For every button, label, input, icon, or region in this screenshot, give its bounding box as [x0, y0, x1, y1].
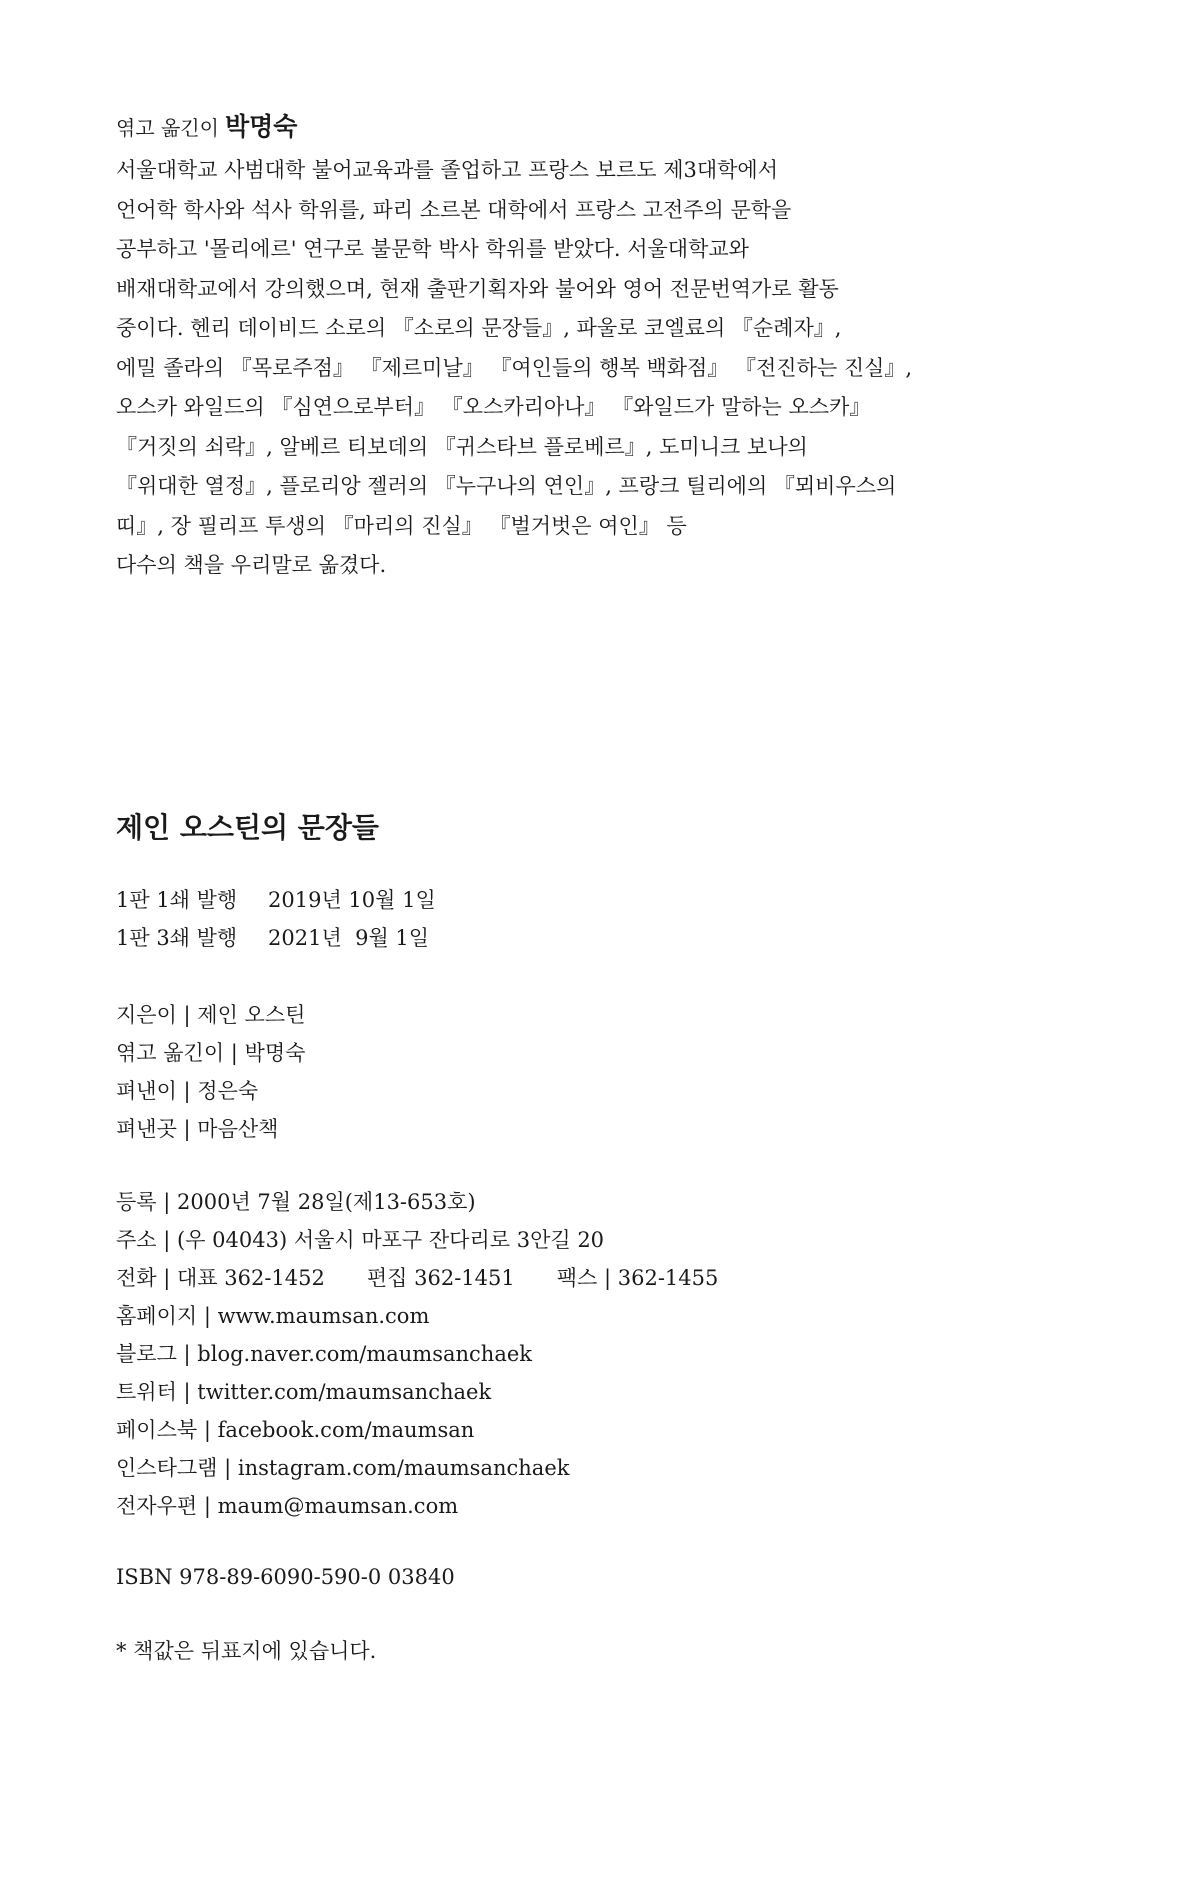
translator-heading [116, 112, 1076, 143]
isbn-info [116, 1558, 1016, 1596]
credit-publisher: 펴낸이 | 정은숙 [116, 1079, 259, 1103]
phone-line [116, 1259, 1016, 1297]
phone-editorial: 편집 362-1451 [366, 1266, 515, 1290]
translator-name: 박명숙 [224, 112, 298, 141]
translator-bio [116, 151, 1076, 586]
blog-line: 블로그 | blog.naver.com/maumsanchaek [116, 1342, 532, 1366]
facebook-line: 페이스북 | facebook.com/maumsan [116, 1418, 475, 1442]
edition-info [116, 881, 1016, 957]
bio-line: 배재대학교에서 강의했으며, 현재 출판기획자와 불어와 영어 전문번역가로 활동 [116, 276, 839, 301]
homepage-line: 홈페이지 | www.maumsan.com [116, 1304, 430, 1328]
price-note-line: * 책값은 뒤표지에 있습니다. [116, 1639, 377, 1663]
edition-line [116, 881, 1016, 919]
phone-main: 전화 | 대표 362-1452 [116, 1266, 325, 1290]
credit-author: 지은이 | 제인 오스틴 [116, 1003, 306, 1027]
translator-section [116, 112, 1076, 586]
edition-line [116, 919, 1016, 957]
translator-role: 엮고 옮긴이 [116, 116, 219, 140]
isbn-line: ISBN 978-89-6090-590-0 03840 [116, 1565, 455, 1589]
bio-line: 중이다. 헨리 데이비드 소로의 『소로의 문장들』, 파울로 코엘료의 『순례자』, [116, 316, 842, 340]
bio-line: 에밀 졸라의 『목로주점』 『제르미날』 『여인들의 행복 백화점』 『전진하는 진실』, [116, 355, 913, 380]
price-note [116, 1632, 1016, 1670]
edition-date: 2021년 9월 1일 [268, 926, 430, 950]
credit-translator: 엮고 옮긴이 | 박명숙 [116, 1041, 306, 1065]
phone-fax: 팩스 | 362-1455 [556, 1266, 719, 1290]
instagram-line: 인스타그램 | instagram.com/maumsanchaek [116, 1456, 570, 1480]
bio-line: 『위대한 열정』, 플로리앙 젤러의 『누구나의 연인』, 프랑크 틸리에의 『뫼비우스의 [116, 474, 897, 498]
publisher-contacts [116, 1183, 1016, 1525]
bio-line: 서울대학교 사범대학 불어교육과를 졸업하고 프랑스 보르도 제3대학에서 [116, 158, 778, 182]
bio-line: 언어학 학사와 석사 학위를, 파리 소르본 대학에서 프랑스 고전주의 문학을 [116, 197, 792, 222]
book-title: 제인 오스틴의 문장들 [116, 811, 379, 844]
credits-info [116, 996, 1016, 1148]
email-line: 전자우편 | maum@maumsan.com [116, 1494, 459, 1518]
twitter-line: 트위터 | twitter.com/maumsanchaek [116, 1380, 492, 1404]
bio-line: 공부하고 '몰리에르' 연구로 불문학 박사 학위를 받았다. 서울대학교와 [116, 237, 749, 261]
edition-label: 1판 1쇄 발행 [116, 888, 238, 912]
bio-line: 『거짓의 쇠락』, 알베르 티보데의 『귀스타브 플로베르』, 도미니크 보나의 [116, 434, 808, 459]
credit-publishing-house: 펴낸곳 | 마음산책 [116, 1117, 279, 1141]
edition-label: 1판 3쇄 발행 [116, 926, 238, 950]
edition-date: 2019년 10월 1일 [268, 888, 436, 912]
bio-line: 다수의 책을 우리말로 옮겼다. [116, 553, 387, 577]
registration-line: 등록 | 2000년 7월 28일(제13-653호) [116, 1190, 476, 1214]
bio-line: 오스카 와일드의 『심연으로부터』 『오스카리아나』 『와일드가 말하는 오스카』 [116, 395, 871, 419]
bio-line: 띠』, 장 필리프 투생의 『마리의 진실』 『벌거벗은 여인』 등 [116, 513, 687, 538]
address-line: 주소 | (우 04043) 서울시 마포구 잔다리로 3안길 20 [116, 1228, 605, 1252]
